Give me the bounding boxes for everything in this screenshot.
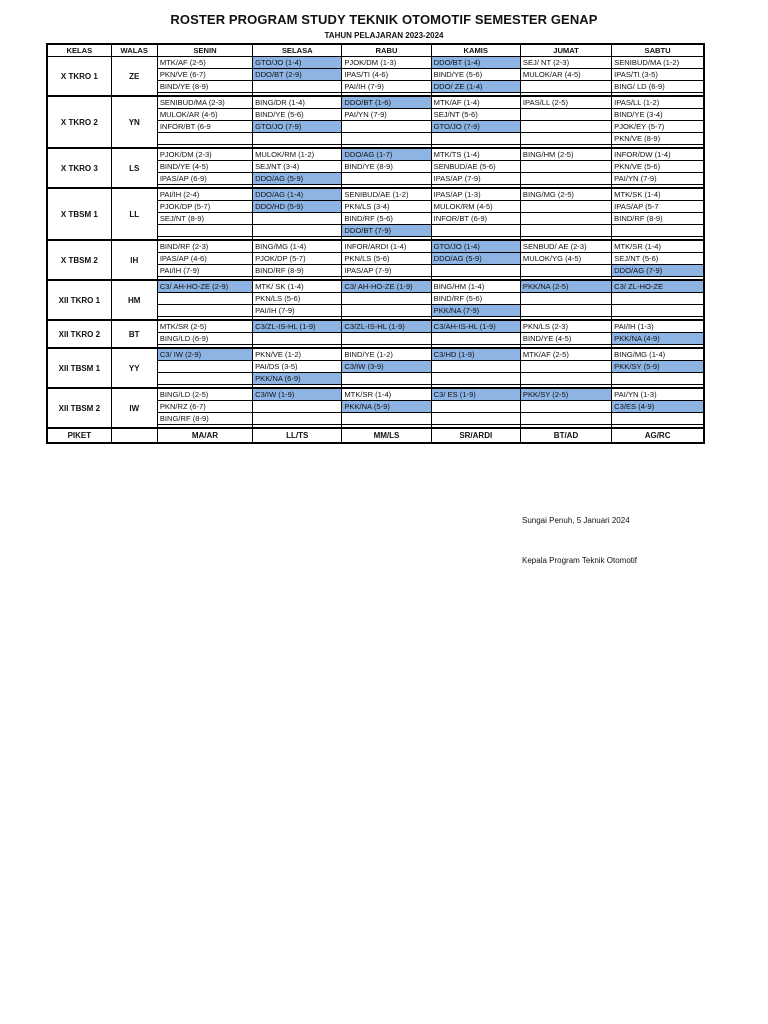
schedule-cell: PKK/NA (5-9): [342, 401, 431, 413]
schedule-cell: INFOR/BT (6-9): [431, 213, 520, 225]
homeroom-teacher: IW: [111, 388, 157, 428]
schedule-cell: DDO/AG (1-4): [253, 188, 342, 201]
schedule-cell: BING/HM (1-4): [431, 280, 520, 293]
schedule-cell: BIND/RF (5-6): [342, 213, 431, 225]
schedule-cell: [157, 225, 252, 237]
homeroom-teacher: LL: [111, 188, 157, 240]
schedule-cell: [431, 361, 520, 373]
schedule-cell: SENIBUD/MA (1-2): [612, 57, 704, 69]
schedule-cell: [157, 361, 252, 373]
table-row: [47, 148, 704, 161]
schedule-cell: PKK/NA (2-5): [520, 280, 611, 293]
header-sabtu: SABTU: [612, 44, 704, 57]
schedule-cell: PKN/LS (5-6): [253, 293, 342, 305]
schedule-cell: C3/AH-IS-HL (1-9): [431, 320, 520, 333]
roster-table: [46, 43, 705, 444]
schedule-cell: C3/ES (4-9): [612, 401, 704, 413]
homeroom-teacher: BT: [111, 320, 157, 348]
schedule-cell: [612, 373, 704, 385]
schedule-cell: PJOK/DM (1-3): [342, 57, 431, 69]
schedule-cell: SEJ/ NT (2-3): [520, 57, 611, 69]
class-name: XII TKRO 2: [47, 320, 111, 348]
roster-body: [47, 57, 704, 444]
schedule-cell: [431, 225, 520, 237]
schedule-cell: GTO/JO (1-4): [253, 57, 342, 69]
schedule-cell: [520, 109, 611, 121]
schedule-cell: MTK/AF (2-5): [520, 348, 611, 361]
schedule-cell: IPAS/AP (7-9): [431, 173, 520, 185]
schedule-cell: PKN/VE (6-7): [157, 69, 252, 81]
schedule-cell: PKK/NA (7-9): [431, 305, 520, 317]
class-name: X TBSM 1: [47, 188, 111, 240]
schedule-cell: PJOK/DP (5-7): [253, 253, 342, 265]
schedule-cell: IPAS/AP (1-3): [431, 188, 520, 201]
schedule-cell: [612, 413, 704, 425]
class-name: X TKRO 1: [47, 57, 111, 97]
schedule-cell: C3/ IW (2-9): [157, 348, 252, 361]
schedule-cell: DDO/BT (2-9): [253, 69, 342, 81]
schedule-cell: [431, 333, 520, 345]
schedule-cell: BIND/YE (4-5): [520, 333, 611, 345]
header-jumat: JUMAT: [520, 44, 611, 57]
piket-cell: LL/TS: [253, 428, 342, 443]
schedule-cell: [520, 201, 611, 213]
class-name: XII TBSM 1: [47, 348, 111, 388]
homeroom-teacher: IH: [111, 240, 157, 280]
schedule-cell: MTK/SR (2-5): [157, 320, 252, 333]
schedule-cell: [431, 133, 520, 145]
header-kamis: KAMIS: [431, 44, 520, 57]
schedule-cell: IPAS/LL (1-2): [612, 96, 704, 109]
piket-cell: MA/AR: [157, 428, 252, 443]
homeroom-teacher: HM: [111, 280, 157, 320]
table-row: [47, 188, 704, 201]
class-name: XII TKRO 1: [47, 280, 111, 320]
schedule-cell: BING/MG (2-5): [520, 188, 611, 201]
schedule-cell: IPAS/AP (7-9): [342, 265, 431, 277]
schedule-cell: [157, 293, 252, 305]
schedule-cell: MULOK/YG (4-5): [520, 253, 611, 265]
schedule-cell: [157, 133, 252, 145]
schedule-cell: PJOK/DP (5-7): [157, 201, 252, 213]
schedule-cell: [520, 305, 611, 317]
schedule-cell: [520, 81, 611, 93]
schedule-cell: SEJ/NT (5-6): [612, 253, 704, 265]
schedule-cell: [612, 305, 704, 317]
schedule-cell: PAI/IH (2-4): [157, 188, 252, 201]
schedule-cell: MTK/SK (1-4): [612, 188, 704, 201]
schedule-cell: [342, 173, 431, 185]
schedule-cell: MULOK/RM (4-5): [431, 201, 520, 213]
header-selasa: SELASA: [253, 44, 342, 57]
schedule-cell: [520, 213, 611, 225]
piket-cell: AG/RC: [612, 428, 704, 443]
schedule-cell: BING/ LD (6-9): [612, 81, 704, 93]
schedule-cell: PKN/LS (5-6): [342, 253, 431, 265]
homeroom-teacher: LS: [111, 148, 157, 188]
schedule-cell: [431, 401, 520, 413]
schedule-cell: DDO/AG (7-9): [612, 265, 704, 277]
piket-cell: SR/ARDI: [431, 428, 520, 443]
schedule-cell: [520, 173, 611, 185]
schedule-cell: DDO/BT (1-6): [342, 96, 431, 109]
schedule-cell: PAI/IH (7-9): [157, 265, 252, 277]
schedule-cell: PKN/VE (1-2): [253, 348, 342, 361]
schedule-cell: [253, 81, 342, 93]
schedule-cell: [253, 133, 342, 145]
schedule-cell: [342, 333, 431, 345]
schedule-cell: GTO/JO (7-9): [431, 121, 520, 133]
schedule-cell: C3/HD (1-9): [431, 348, 520, 361]
schedule-cell: MULOK/AR (4-5): [520, 69, 611, 81]
schedule-cell: INFOR/DW (1-4): [612, 148, 704, 161]
schedule-cell: BIND/YE (5-6): [431, 69, 520, 81]
schedule-cell: BIND/YE (4-5): [157, 161, 252, 173]
schedule-cell: PAI/IH (7-9): [253, 305, 342, 317]
piket-walas-empty: [111, 428, 157, 443]
schedule-cell: PKN/LS (3-4): [342, 201, 431, 213]
schedule-cell: C3/ ZL-HO-ZE: [612, 280, 704, 293]
schedule-cell: DDO/AG (5-9): [431, 253, 520, 265]
page-title: ROSTER PROGRAM STUDY TEKNIK OTOMOTIF SEMESTER GENAP: [170, 12, 598, 27]
schedule-cell: PKN/LS (2-3): [520, 320, 611, 333]
schedule-cell: IPAS/LL (2-5): [520, 96, 611, 109]
schedule-cell: BIND/YE (8-9): [342, 161, 431, 173]
schedule-cell: [612, 225, 704, 237]
table-row: [47, 388, 704, 401]
signature-role: Kepala Program Teknik Otomotif: [522, 556, 638, 565]
header-kelas: KELAS: [47, 44, 111, 57]
schedule-cell: GTO/JO (1-4): [431, 240, 520, 253]
table-row: [47, 280, 704, 293]
piket-cell: MM/LS: [342, 428, 431, 443]
schedule-cell: SEJ/NT (8-9): [157, 213, 252, 225]
schedule-cell: DDO/AG (1-7): [342, 148, 431, 161]
schedule-cell: MTK/TS (1-4): [431, 148, 520, 161]
schedule-cell: BIND/YE (1-2): [342, 348, 431, 361]
schedule-cell: [520, 373, 611, 385]
schedule-cell: MTK/ SK (1-4): [253, 280, 342, 293]
schedule-cell: [157, 373, 252, 385]
schedule-cell: PKK/SY (5-9): [612, 361, 704, 373]
class-name: X TBSM 2: [47, 240, 111, 280]
schedule-cell: [342, 121, 431, 133]
schedule-cell: BING/LD (2-5): [157, 388, 252, 401]
table-row: [47, 320, 704, 333]
schedule-cell: SENBUD/ AE (2-3): [520, 240, 611, 253]
schedule-cell: PAI/DS (3-5): [253, 361, 342, 373]
schedule-cell: [253, 401, 342, 413]
page-subtitle: TAHUN PELAJARAN 2023-2024: [324, 31, 444, 40]
schedule-cell: [342, 133, 431, 145]
schedule-cell: IPAS/AP (6-9): [157, 173, 252, 185]
class-name: XII TBSM 2: [47, 388, 111, 428]
schedule-cell: BING/MG (1-4): [253, 240, 342, 253]
schedule-cell: PKN/VE (5-6): [612, 161, 704, 173]
schedule-cell: C3/IW (3-9): [342, 361, 431, 373]
schedule-cell: BIND/YE (8-9): [157, 81, 252, 93]
schedule-cell: [342, 305, 431, 317]
schedule-cell: BIND/YE (5-6): [253, 109, 342, 121]
table-row: [47, 240, 704, 253]
schedule-cell: [431, 413, 520, 425]
table-row: [47, 96, 704, 109]
schedule-cell: DDO/AG (5-9): [253, 173, 342, 185]
schedule-cell: [157, 305, 252, 317]
schedule-cell: PAI/IH (1-3): [612, 320, 704, 333]
schedule-cell: [431, 373, 520, 385]
schedule-cell: MULOK/AR (4-5): [157, 109, 252, 121]
schedule-cell: [520, 401, 611, 413]
piket-row: [47, 428, 704, 443]
schedule-cell: PAI/YN (7-9): [342, 109, 431, 121]
schedule-cell: IPAS/TI (4-6): [342, 69, 431, 81]
schedule-cell: BIND/YE (3-4): [612, 109, 704, 121]
schedule-cell: [253, 333, 342, 345]
schedule-cell: PKN/VE (8-9): [612, 133, 704, 145]
schedule-cell: [342, 293, 431, 305]
schedule-cell: SEJ/NT (3-4): [253, 161, 342, 173]
homeroom-teacher: YN: [111, 96, 157, 148]
schedule-cell: [520, 133, 611, 145]
schedule-cell: IPAS/AP (5-7: [612, 201, 704, 213]
header-rabu: RABU: [342, 44, 431, 57]
class-name: X TKRO 3: [47, 148, 111, 188]
schedule-cell: [520, 121, 611, 133]
schedule-cell: SENBUD/AE (5-6): [431, 161, 520, 173]
class-name: X TKRO 2: [47, 96, 111, 148]
schedule-cell: BING/MG (1-4): [612, 348, 704, 361]
schedule-cell: [612, 293, 704, 305]
schedule-cell: [431, 265, 520, 277]
signature-place-date: Sungai Penuh, 5 Januari 2024: [522, 516, 630, 525]
schedule-cell: C3/ZL-IS-HL (1-9): [253, 320, 342, 333]
schedule-cell: IPAS/AP (4-6): [157, 253, 252, 265]
schedule-cell: [253, 225, 342, 237]
schedule-cell: SEJ/NT (5-6): [431, 109, 520, 121]
schedule-cell: BING/RF (8-9): [157, 413, 252, 425]
schedule-cell: PAI/YN (1-3): [612, 388, 704, 401]
schedule-cell: GTO/JO (7-9): [253, 121, 342, 133]
schedule-cell: BIND/RF (8-9): [253, 265, 342, 277]
schedule-cell: PKK/NA (4-9): [612, 333, 704, 345]
schedule-cell: IPAS/TI (3-5): [612, 69, 704, 81]
schedule-cell: SENIBUD/MA (2-3): [157, 96, 252, 109]
piket-label: PIKET: [47, 428, 111, 443]
schedule-cell: PJOK/DM (2-3): [157, 148, 252, 161]
homeroom-teacher: ZE: [111, 57, 157, 97]
schedule-cell: [253, 213, 342, 225]
schedule-cell: C3/ ES (1-9): [431, 388, 520, 401]
schedule-cell: DDO/BT (7-9): [342, 225, 431, 237]
schedule-cell: C3/IW (1-9): [253, 388, 342, 401]
schedule-cell: SENIBUD/AE (1-2): [342, 188, 431, 201]
schedule-cell: PKK/SY (2-5): [520, 388, 611, 401]
schedule-cell: [520, 225, 611, 237]
header-senin: SENIN: [157, 44, 252, 57]
schedule-cell: INFOR/ARDI (1-4): [342, 240, 431, 253]
schedule-cell: [520, 293, 611, 305]
homeroom-teacher: YY: [111, 348, 157, 388]
schedule-cell: BIND/RF (8-9): [612, 213, 704, 225]
schedule-cell: C3/ AH-HO-ZE (1-9): [342, 280, 431, 293]
schedule-cell: MTK/SR (1-4): [612, 240, 704, 253]
schedule-cell: [520, 413, 611, 425]
schedule-cell: MULOK/RM (1-2): [253, 148, 342, 161]
schedule-cell: [342, 413, 431, 425]
schedule-cell: BIND/RF (2-3): [157, 240, 252, 253]
schedule-cell: C3/ZL-IS-HL (1-9): [342, 320, 431, 333]
piket-cell: BT/AD: [520, 428, 611, 443]
schedule-cell: BING/HM (2-5): [520, 148, 611, 161]
table-row: [47, 348, 704, 361]
schedule-cell: INFOR/BT (6-9: [157, 121, 252, 133]
schedule-cell: PKN/RZ (6-7): [157, 401, 252, 413]
schedule-cell: DDO/ ZE (1-4): [431, 81, 520, 93]
schedule-cell: [520, 161, 611, 173]
schedule-cell: BIND/RF (5-6): [431, 293, 520, 305]
schedule-cell: [520, 265, 611, 277]
schedule-cell: BING/DR (1-4): [253, 96, 342, 109]
schedule-cell: DDO/HD (5-9): [253, 201, 342, 213]
schedule-cell: [253, 413, 342, 425]
schedule-cell: PAI/IH (7-9): [342, 81, 431, 93]
schedule-cell: C3/ AH-HO-ZE (2-9): [157, 280, 252, 293]
schedule-cell: MTK/SR (1-4): [342, 388, 431, 401]
schedule-cell: MTK/AF (1-4): [431, 96, 520, 109]
schedule-cell: [520, 361, 611, 373]
schedule-cell: BING/LD (6-9): [157, 333, 252, 345]
schedule-cell: [342, 373, 431, 385]
schedule-cell: DDO/BT (1-4): [431, 57, 520, 69]
header-row: [47, 44, 704, 57]
schedule-cell: PJOK/EY (5-7): [612, 121, 704, 133]
schedule-cell: PAI/YN (7-9): [612, 173, 704, 185]
header-walas: WALAS: [111, 44, 157, 57]
schedule-cell: PKK/NA (6-9): [253, 373, 342, 385]
schedule-cell: MTK/AF (2-5): [157, 57, 252, 69]
table-row: [47, 57, 704, 69]
